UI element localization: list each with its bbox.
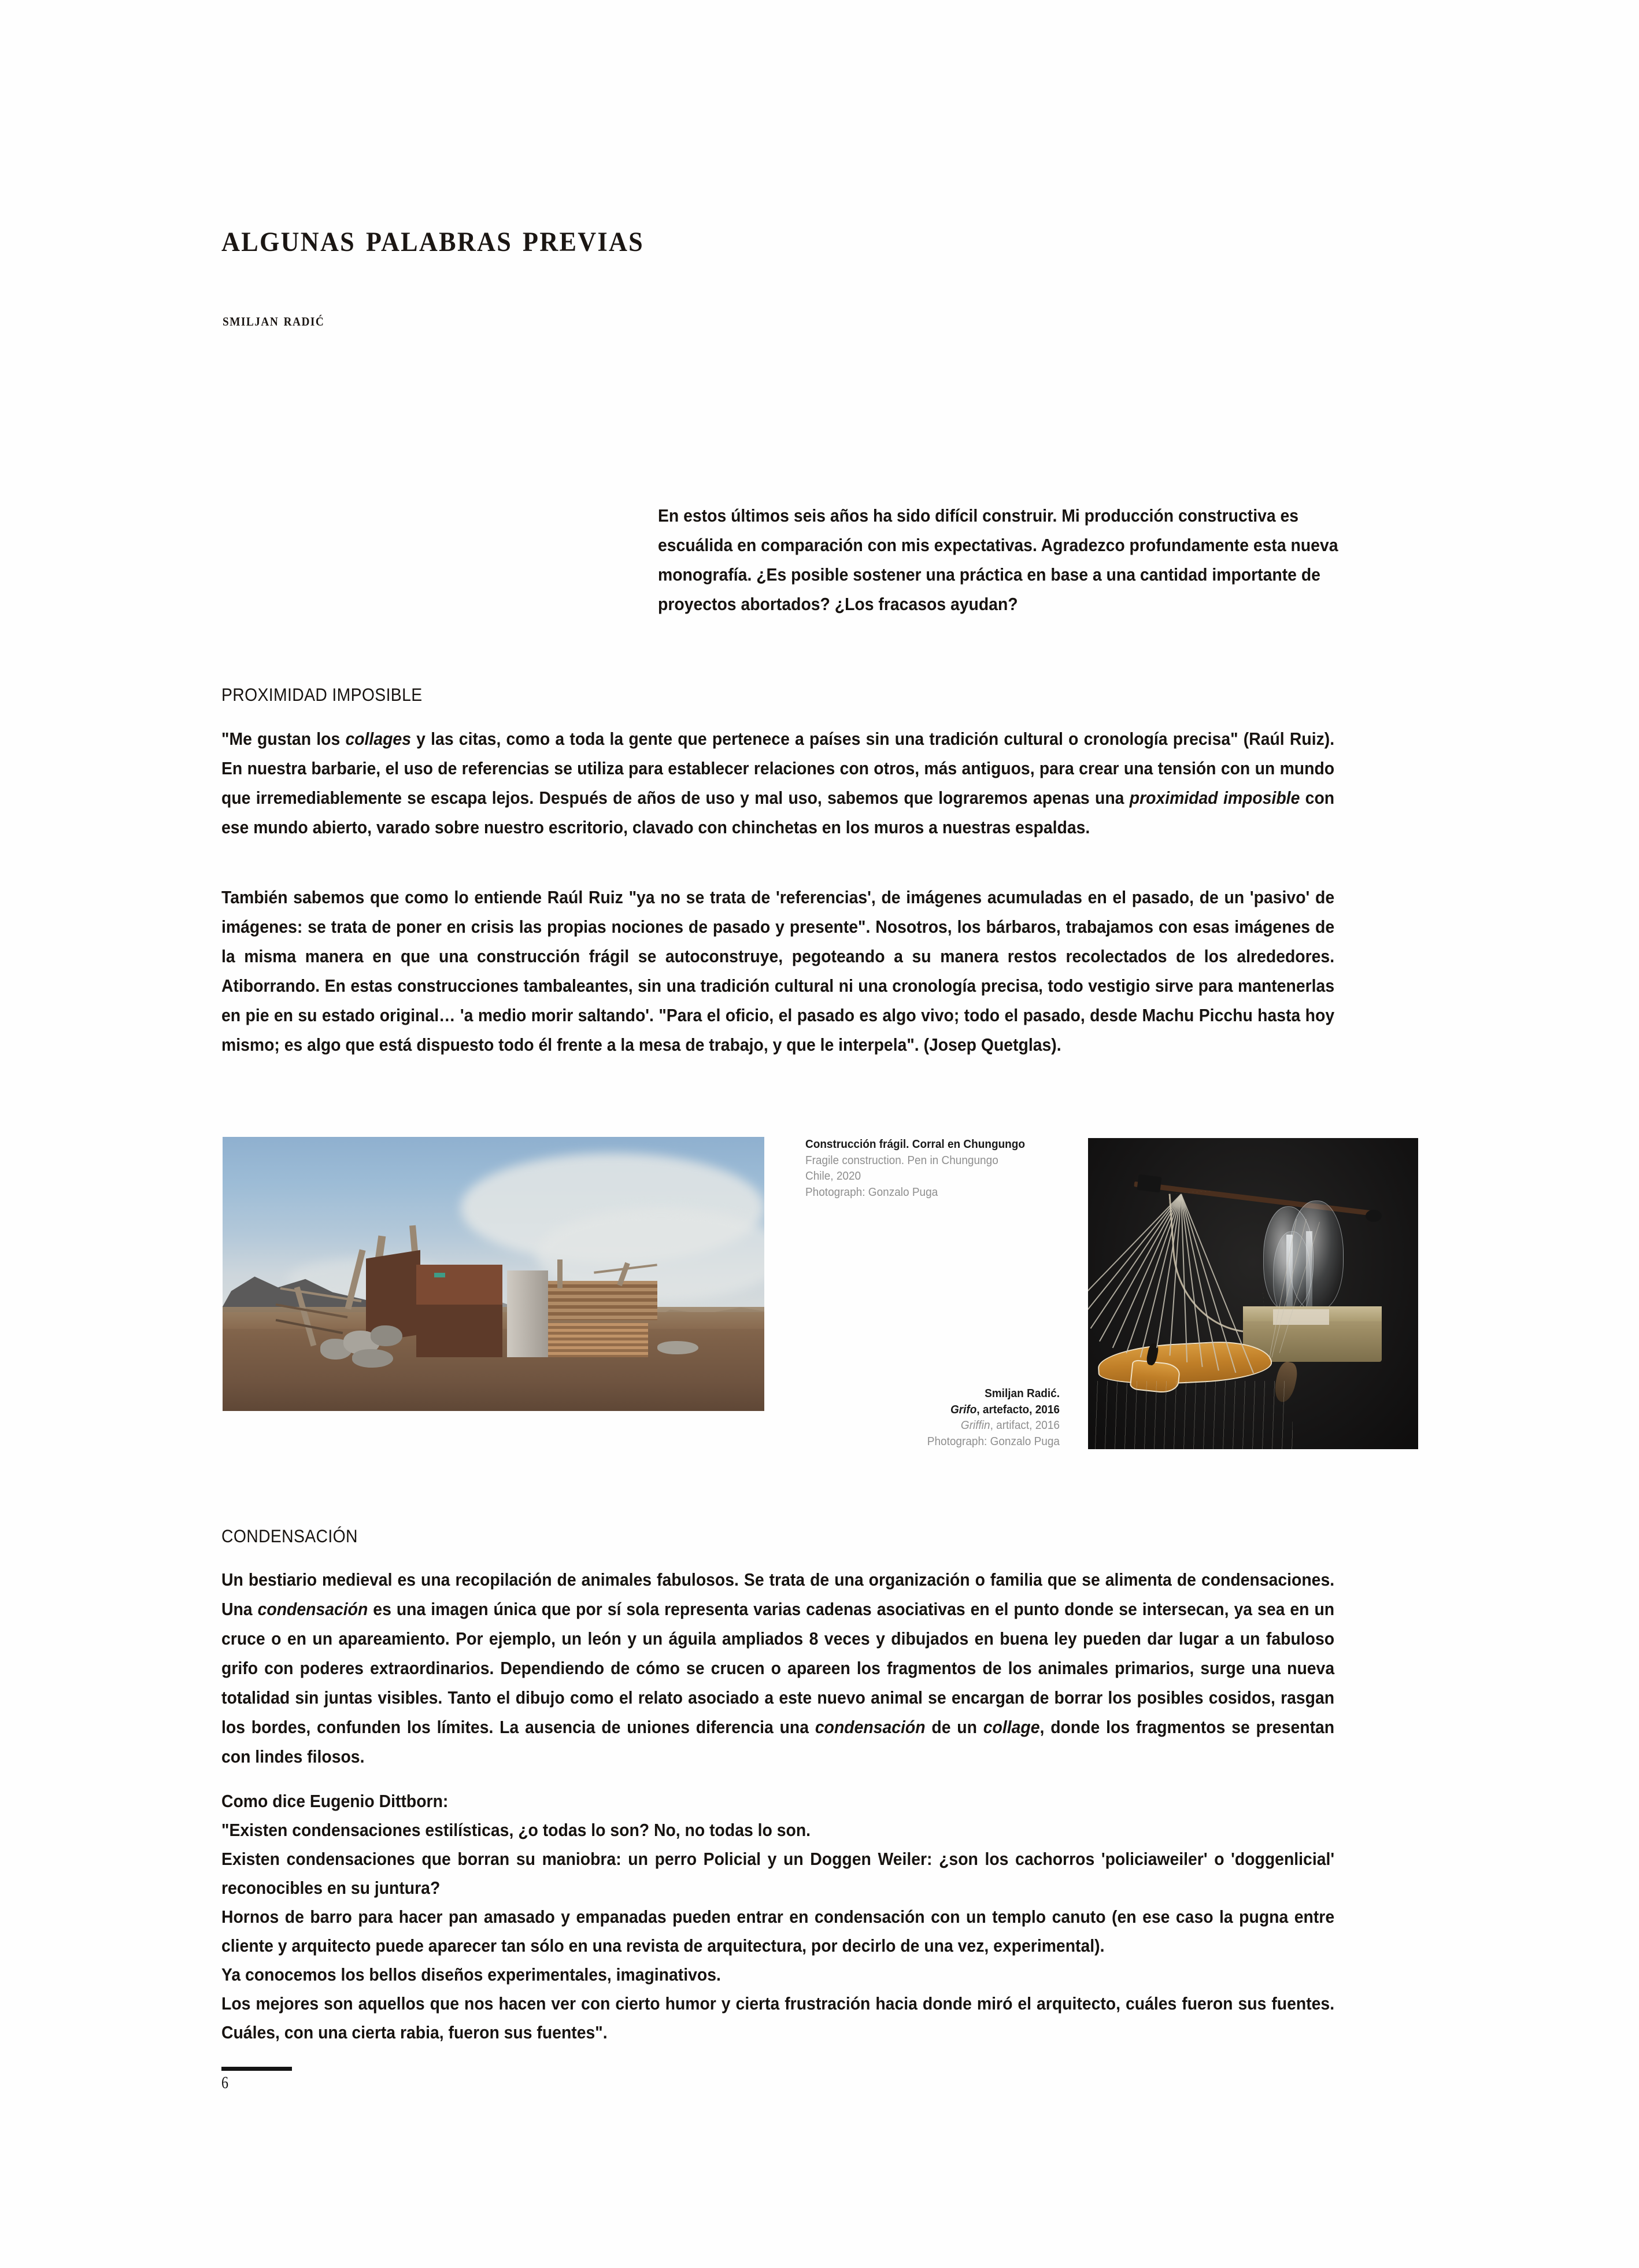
quote-line: Hornos de barro para hacer pan amasado y empanadas pueden entrar en condensación con un templo canuto (en ese caso la pugna entre cliente y arquitecto puede aparecer tan sólo en una revista de arquitectura, por decirlo de una vez, experimental). [221,1907,1335,1956]
quote-line: Ya conocemos los bellos diseños experimentales, imaginativos. [221,1965,721,1985]
quote-line: Existen condensaciones que borran su maniobra: un perro Policial y un Doggen Weiler: ¿son los cachorros 'policiaweiler' o 'doggenlicial' reconocibles en su juntura? [221,1849,1335,1898]
rock [657,1341,698,1354]
rail [275,1303,347,1318]
corrugated-panel [548,1281,657,1320]
paragraph-proximidad-2: También sabemos que como lo entiende Raúl Ruiz "ya no se trata de 'referencias', de imágenes acumuladas en el pasado, de un 'pasivo' de imágenes: se trata de poner en crisis las propias nociones de pasado y presente". Nosotros, los bárbaros, trabajamos con esas imágenes de la misma manera en que una construcción frágil se autoconstruye, pegoteando a su manera restos recolectados de los alrededores. Atiborrando. En estas construcciones tambaleantes, sin una tradición cultural ni una cronología precisa, todo vestigio sirve para mantenerlas en pie en su estado original… 'a medio morir saltando'. "Para el oficio, el pasado es algo vivo; todo el pasado, desde Machu Picchu hasta hoy mismo; es algo que está dispuesto todo él frente a la mesa de trabajo, y que le interpela". (Josep Quetglas). [221,888,1335,1055]
quote-line: "Existen condensaciones estilísticas, ¿o todas lo son? No, no todas lo son. [221,1820,811,1840]
caption-author: Smiljan Radić. [985,1387,1060,1400]
page-title: algunas palabras previas [221,216,644,260]
caption-place-year: Chile, 2020 [805,1170,861,1183]
section-heading-condensacion: CONDENSACIÓN [221,1525,358,1546]
dittborn-quote [221,1787,1334,2047]
shack [266,1247,721,1379]
pole [557,1259,563,1288]
section-heading-proximidad: PROXIMIDAD IMPOSIBLE [221,684,423,705]
quote-line: Los mejores son aquellos que nos hacen ver con cierto humor y cierta frustración hacia donde miró el arquitecto, cuáles fueron sus fuentes. Cuáles, con una cierta rabia, fueron sus fuentes". [221,1994,1335,2042]
quote-intro: Como dice Eugenio Dittborn: [221,1792,449,1811]
paint-mark [434,1273,445,1277]
pole [294,1286,317,1346]
caption-credit: Photograph: Gonzalo Puga [805,1185,938,1199]
loose-strings [1088,1381,1293,1449]
caption-title-en: Griffin, artifact, 2016 [960,1419,1060,1432]
caption-title-en: Fragile construction. Pen in Chungungo [805,1154,998,1167]
corrugated-panel [548,1323,648,1357]
paragraph-proximidad-1: "Me gustan los collages y las citas, como a toda la gente que pertenece a países sin una tradición cultural o cronología precisa" (Raúl Ruiz). En nuestra barbarie, el uso de referencias se utiliza para establecer relaciones con otros, más antiguos, para crear una tensión con un mundo que irremediablemente se escapa lejos. Después de años de uso y mal uso, sabemos que lograremos apenas una proximidad imposible con ese mundo abierto, varado sobre nuestro escritorio, clavado con chinchetas en los muros a nuestras espaldas. [221,729,1335,837]
author-name: smiljan radić [223,311,325,330]
grifo-artefact-photo [1088,1138,1418,1449]
caption-title-es: Construcción frágil. Corral en Chungungo [805,1138,1025,1151]
caption-credit: Photograph: Gonzalo Puga [927,1435,1060,1448]
paragraph-condensacion-1: Un bestiario medieval es una recopilación de animales fabulosos. Se trata de una organización o familia que se alimenta de condensaciones. Una condensación es una imagen única que por sí sola representa varias cadenas asociativas en el punto donde se intersecan, ya sea en un cruce o en un apareamiento. Por ejemplo, un león y un águila ampliados 8 veces y dibujados en buena ley pueden dar lugar a un fabuloso grifo con poderes extraordinarios. Dependiendo de cómo se crucen o apareen los fragmentos de los animales primarios, surge una nueva totalidad sin juntas visibles. Tanto el dibujo como el relato asociado a este nuevo animal se encargan de borrar los posibles cosidos, rasgan los bordes, confunden los límites. La ausencia de uniones diferencia una condensación de un collage, donde los fragmentos se presentan con lindes filosos. [221,1570,1335,1767]
lead-paragraph: En estos últimos seis años ha sido difícil construir. Mi producción constructiva es escuálida en comparación con mis expectativas. Agradezco profundamente esta nueva monografía. ¿Es posible sostener una práctica en base a una cantidad importante de proyectos abortados? ¿Los fracasos ayudan? [658,506,1338,614]
fragile-construction-photo [223,1137,764,1411]
page-number: 6 [221,2073,228,2092]
rock [352,1349,393,1368]
caption-grifo [818,1386,1060,1450]
folio-rule [221,2067,292,2071]
wall-panel [507,1270,548,1357]
wall-panel [416,1305,503,1357]
caption-title-es: Grifo, artefacto, 2016 [950,1403,1060,1416]
caption-fragile-construction [805,1137,1047,1201]
rock [371,1325,402,1346]
